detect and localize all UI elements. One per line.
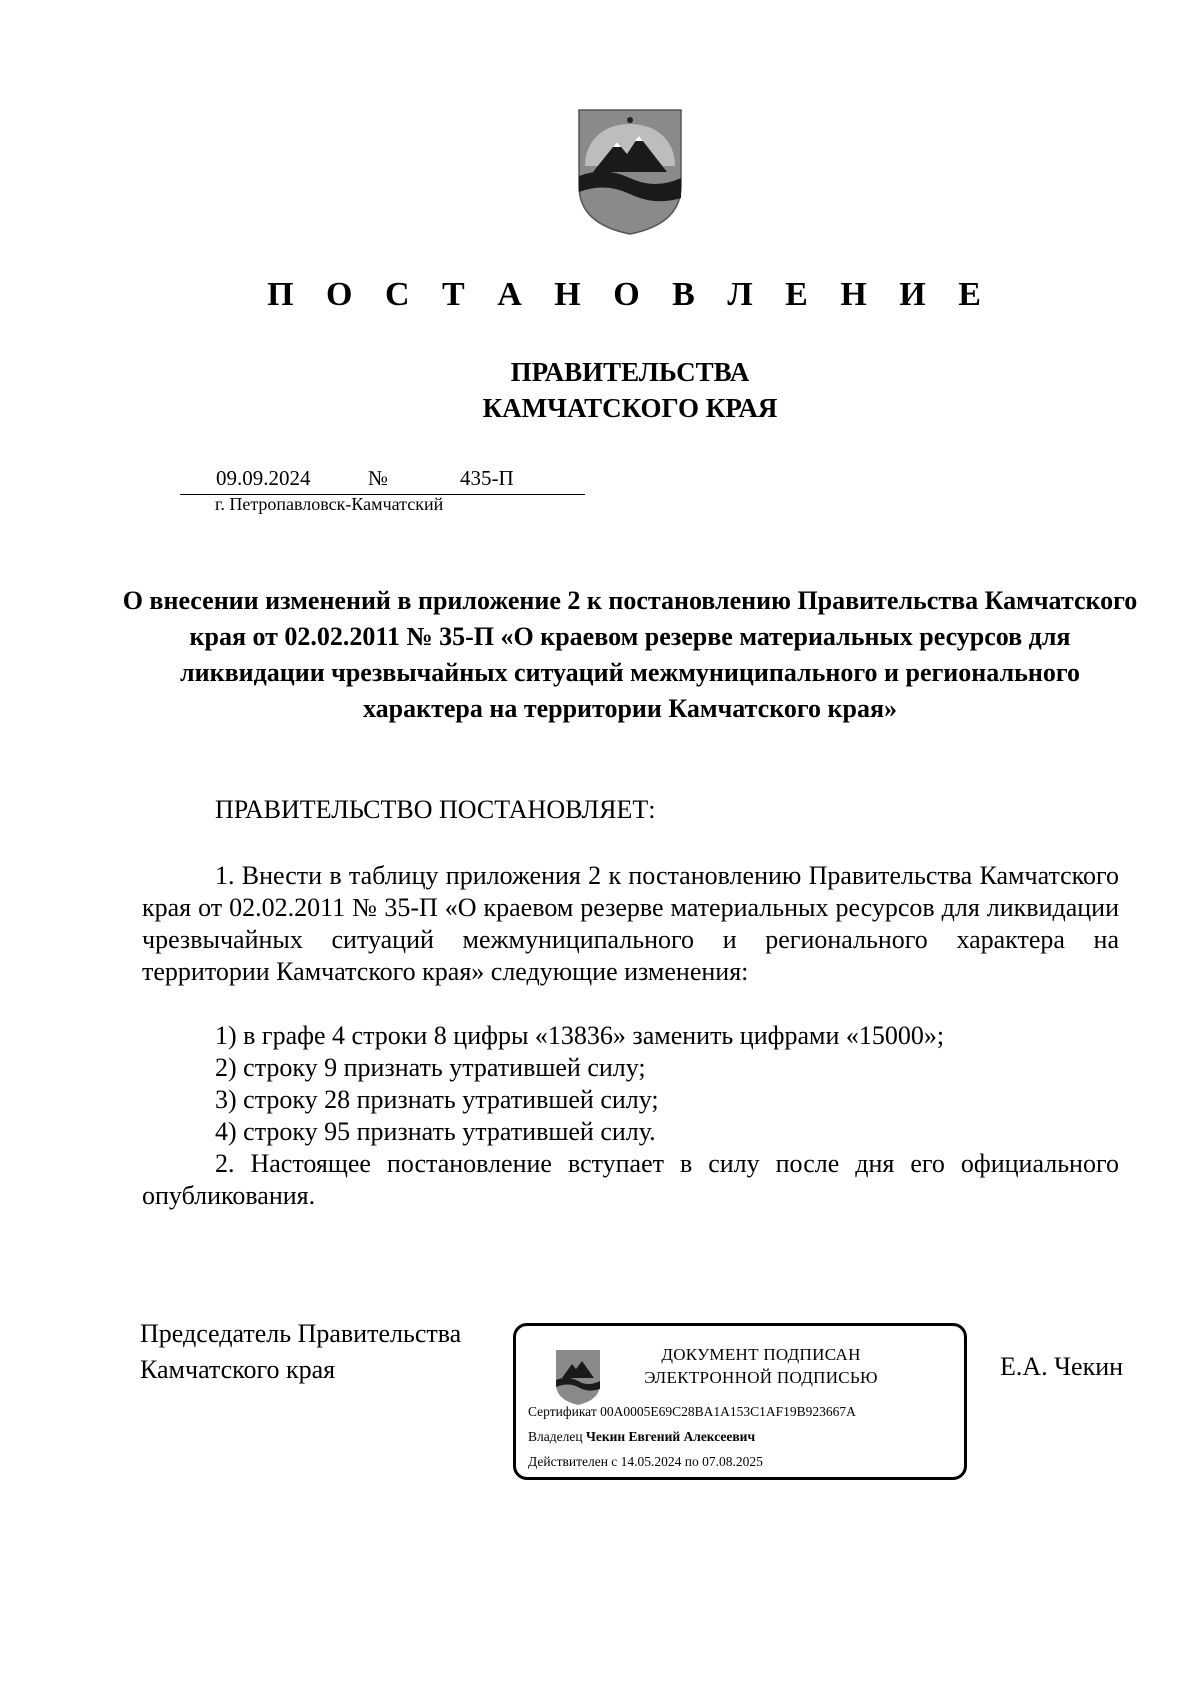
document-number: 435-П [460, 466, 514, 490]
issuer-heading [0, 354, 1200, 426]
stamp-title-line-2: ЭЛЕКТРОННОЙ ПОДПИСЬЮ [644, 1368, 878, 1387]
stamp-validity [528, 1454, 763, 1470]
city-label: г. Петропавловск-Камчатский [215, 494, 444, 514]
paragraph-1: 1. Внести в таблицу приложения 2 к постановлению Правительства Камчатского края от 02.02.2011 № 35-П «О краевом резерве материальных ресурсов для ликвидации чрезвычайных ситуаций межмуниципального и регионального характера на территории Камчатского края» следующие изменения: [142, 861, 1119, 986]
stamp-owner [528, 1429, 755, 1445]
document-type-heading: П О С Т А Н О В Л Е Н И Е [267, 276, 993, 313]
issuer-line-1: ПРАВИТЕЛЬСТВА [510, 357, 750, 387]
certificate-value: 00A0005E69C28BA1A153C1AF19B923667A [600, 1404, 856, 1419]
signer-position [140, 1316, 461, 1388]
valid-from: 14.05.2024 [620, 1454, 682, 1469]
list-item: 3) строку 28 признать утратившей силу; [215, 1085, 659, 1114]
valid-to-label: по [684, 1454, 699, 1469]
preamble: ПРАВИТЕЛЬСТВО ПОСТАНОВЛЯЕТ: [215, 795, 656, 824]
list-item: 4) строку 95 признать утратившей силу. [215, 1117, 656, 1146]
stamp-title-line-1: ДОКУМЕНТ ПОДПИСАН [661, 1345, 861, 1364]
electronic-signature-stamp [513, 1323, 967, 1480]
number-sign: № [368, 466, 389, 490]
document-title: О внесении изменений в приложение 2 к постановлению Правительства Камчатского края от 02.02.2011 № 35-П «О краевом резерве материальных ресурсов для ликвидации чрезвычайных ситуаций межмуниципального и регионального характера на территории Камчатского края» [122, 586, 1138, 723]
paragraph-2: 2. Настоящее постановление вступает в силу после дня его официального опубликования. [142, 1149, 1119, 1210]
valid-label: Действителен с [528, 1454, 618, 1469]
stamp-emblem-icon [554, 1348, 602, 1406]
kamchatka-coat-of-arms-icon [575, 106, 685, 236]
signer-position-line-1: Председатель Правительства [140, 1319, 462, 1348]
stamp-title [626, 1343, 896, 1389]
document-date: 09.09.2024 [216, 466, 311, 490]
date-number-line [180, 466, 585, 495]
list-item: 1) в графе 4 строки 8 цифры «13836» заменить цифрами «15000»; [215, 1021, 945, 1050]
owner-value: Чекин Евгений Алексеевич [585, 1429, 756, 1444]
list-item: 2) строку 9 признать утратившей силу; [215, 1053, 646, 1082]
valid-to: 07.08.2025 [702, 1454, 763, 1469]
issuer-line-2: КАМЧАТСКОГО КРАЯ [482, 393, 778, 423]
stamp-certificate [528, 1404, 856, 1420]
certificate-label: Сертификат [528, 1404, 597, 1419]
signer-position-line-2: Камчатского края [140, 1355, 336, 1384]
signer-name: Е.А. Чекин [1000, 1352, 1124, 1381]
owner-label: Владелец [528, 1429, 583, 1444]
